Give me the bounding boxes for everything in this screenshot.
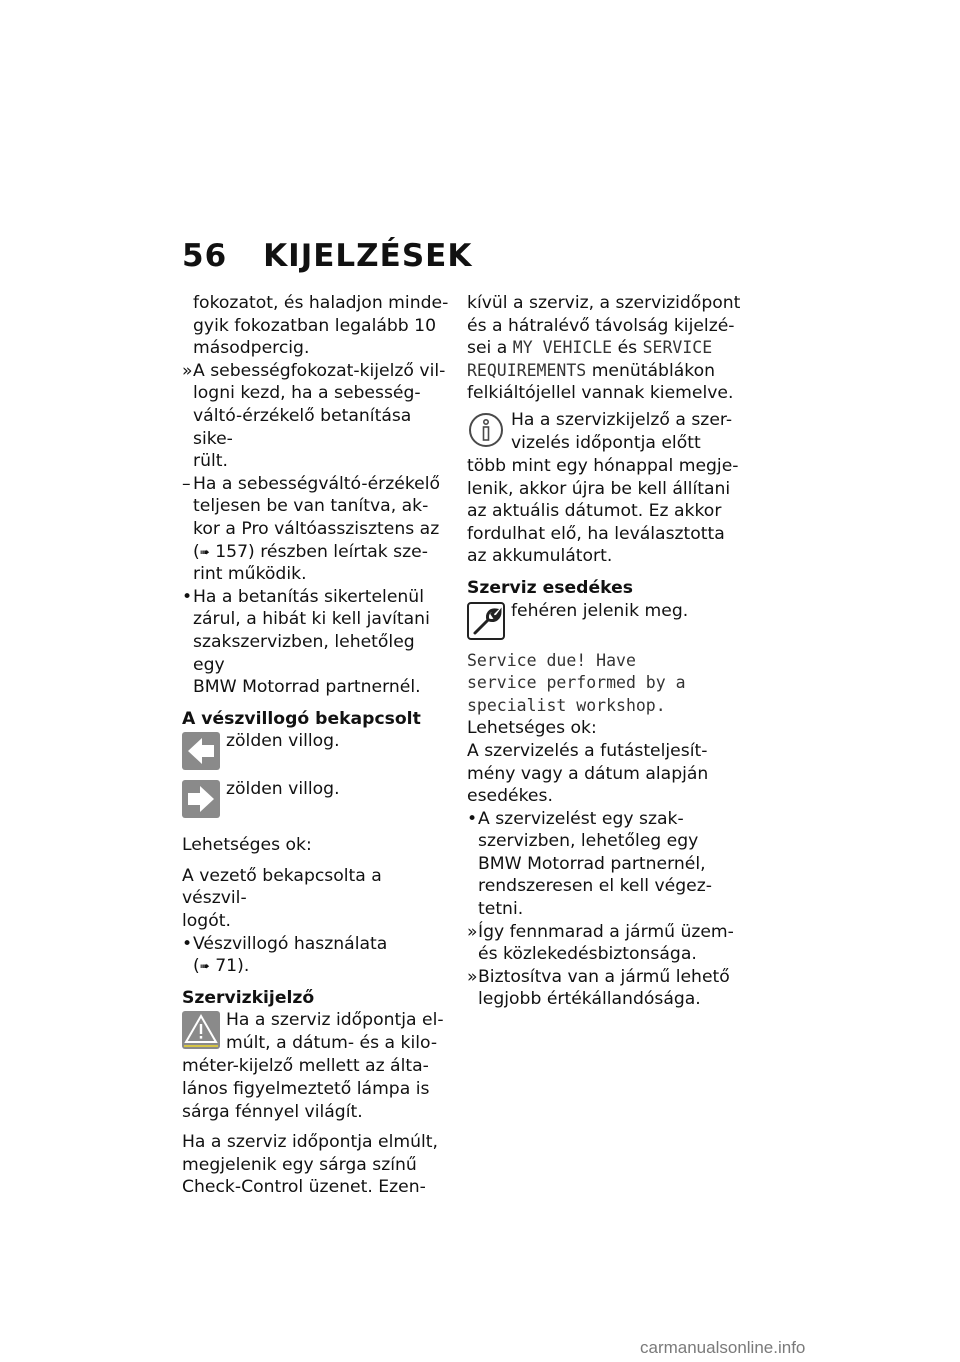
service-warning-row: Ha a szerviz időpontja el- múlt, a dátum- és a kilo- (182, 1009, 450, 1055)
possible-cause-label: Lehetséges ok: (467, 718, 597, 739)
result-item: » Biztosítva van a jármű lehető legjobb értékállandósága. (467, 966, 730, 1010)
hazard-right-row: zölden villog. (182, 778, 450, 826)
bullet-item: • Ha a betanítás sikertelenül zárul, a hibát ki kell javítani szakszervizben, lehetőleg egy BMW Motorrad partnernél. (182, 586, 430, 698)
right-column: kívül a szerviz, a szervizidőpont és a hátralévő távolság kijelzé- sei a MY VEHICLE és SERVICE REQUIREMENTS menütáblákon felkiáltójellel vannak kiemelve. Ha a szervizkijelző a szer- vizelés időpontja előtt több mint egy hónappal megje- lenik, akkor újra be kell állítani az aktuális dátumot. Ez akkor fordulhat elő, ha leválasztotta az akkumulátort. Szerviz esedékes fehéren jelenik meg. Service due! Have service performed by a specialist workshop. Lehetséges ok: A szervizelés a futásteljesít- mény vagy a dátum alapján esedékes. • A szervizelést egy szak- szervizben, lehetőleg egy BMW Motorrad partnernél, rendszeresen el kell végez- tetni. » Így fennmarad a jármű üzem- és közlekedésbiztonsága. » Biztosítva van a jármű lehető legjobb értékállandósága. (467, 292, 745, 1011)
page-header (182, 238, 472, 274)
possible-cause-label: Lehetséges ok: (182, 835, 312, 856)
section-title: KIJELZÉSEK (263, 238, 473, 274)
reference-arrow-icon: ➠ (199, 959, 210, 974)
left-column: fokozatot, és haladjon minde- gyik fokozatban legalább 10 másodpercig. » A sebességfokozat-kijelző vil- logni kezd, ha a sebesség- váltó-érzékelő betanítása sike- rült. – Ha a sebességváltó-érzékelő teljesen be van tanítva, ak- kor a Pro váltóasszisztens az (➠ 157) részben leírtak sze- rint működik. • Ha a betanítás sikertelenül zárul, a hibát ki kell javítani szakszervizben, lehetőleg egy BMW Motorrad partnernél. A vészvillogó bekapcsolt zölden villog. zölden villog. Lehetséges ok: A vezető bekapcsolta a vészvil- logót. • Vészvillogó használata (➠ 71). Szervizkijelző Ha a szerviz időpontja el- múlt, a dátum- és a kilo- méter-kijelző mellett az álta- lános figyelmeztető lámpa is sárga fénnyel világít. Ha a szerviz időpontja elmúlt, megjelenik egy sárga színű Check-Control üzenet. Ezen- (182, 293, 449, 1198)
hazard-heading: A vészvillogó bekapcsolt (182, 708, 421, 729)
bullet-item: • A szervizelést egy szak- szervizben, lehetőleg egy BMW Motorrad partnernél, rendszeresen el kell végez- tetni. (467, 808, 712, 920)
hazard-left-row: zölden villog. (182, 730, 450, 778)
service-due-message: Service due! Have (467, 650, 636, 670)
result-item: » A sebességfokozat-kijelző vil- logni kezd, ha a sebesség- váltó-érzékelő betanítása sike- rült. (182, 360, 446, 472)
menu-name-my-vehicle: MY VEHICLE (512, 338, 613, 358)
service-due-heading: Szerviz esedékes (467, 577, 633, 598)
info-icon (467, 411, 505, 449)
bullet-item: • Vészvillogó használata (➠ 71). (182, 933, 388, 977)
dash-item: – Ha a sebességváltó-érzékelő teljesen be van tanítva, ak- kor a Pro váltóasszisztens az (➠ 157) részben leírtak sze- rint működik. (182, 473, 441, 585)
arrow-left-icon (182, 732, 220, 770)
menu-name-requirements: REQUIREMENTS (467, 360, 587, 380)
continued-step: fokozatot, és haladjon minde- gyik fokozatban legalább 10 másodpercig. (193, 293, 449, 359)
reference-arrow-icon: ➠ (199, 544, 210, 559)
warning-triangle-icon (182, 1011, 220, 1049)
service-heading: Szervizkijelző (182, 987, 315, 1008)
service-due-row: fehéren jelenik meg. (467, 600, 745, 646)
result-item: » Így fennmarad a jármű üzem- és közlekedésbiztonsága. (467, 921, 734, 965)
menu-name-service: SERVICE (642, 338, 713, 358)
page-number: 56 (182, 238, 228, 274)
info-row: Ha a szervizkijelző a szer- vizelés időpontja előtt (467, 409, 745, 455)
wrench-icon (467, 602, 505, 640)
arrow-right-icon (182, 780, 220, 818)
watermark: carmanualsonline.info (640, 1338, 806, 1357)
